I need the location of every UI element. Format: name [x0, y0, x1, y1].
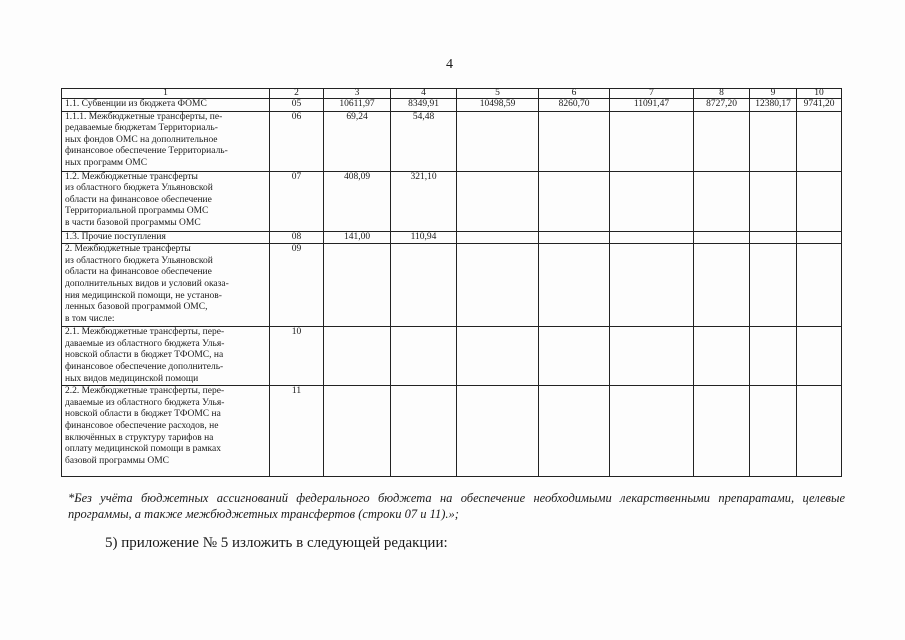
- value-cell: [750, 111, 797, 171]
- value-cell: [797, 244, 842, 327]
- amendment-text: 5) приложение № 5 изложить в следующей редакции:: [105, 535, 448, 551]
- value-cell: [539, 244, 610, 327]
- row-name: 2.1. Межбюджетные трансферты, пере- даваемые из областного бюджета Улья- новской области в бюджет ТФОМС, на финансовое обеспечение дополнитель- ных видов медицинской помощи: [62, 327, 270, 386]
- value-cell: [324, 386, 391, 477]
- value-cell: [797, 327, 842, 386]
- row-name: 1.2. Межбюджетные трансферты из областного бюджета Ульяновской области на финансовое обеспечение Территориальной программы ОМС в части базовой программы ОМС: [62, 171, 270, 231]
- value-cell: [610, 111, 694, 171]
- value-cell: [610, 386, 694, 477]
- value-cell: 12380,17: [750, 99, 797, 112]
- value-cell: [694, 231, 750, 244]
- row-code: 07: [270, 171, 324, 231]
- value-cell: [750, 244, 797, 327]
- value-cell: [457, 111, 539, 171]
- value-cell: [797, 386, 842, 477]
- value-cell: [694, 171, 750, 231]
- value-cell: [539, 231, 610, 244]
- value-cell: [694, 327, 750, 386]
- row-code: 05: [270, 99, 324, 112]
- value-cell: [457, 231, 539, 244]
- column-header: 9: [750, 89, 797, 99]
- value-cell: [610, 231, 694, 244]
- column-header: 2: [270, 89, 324, 99]
- table-body: [62, 99, 842, 477]
- column-header: 4: [391, 89, 457, 99]
- value-cell: [750, 327, 797, 386]
- value-cell: 10611,97: [324, 99, 391, 112]
- row-code: 06: [270, 111, 324, 171]
- value-cell: [457, 171, 539, 231]
- value-cell: 110,94: [391, 231, 457, 244]
- table-row: [62, 171, 842, 231]
- table-row: [62, 244, 842, 327]
- value-cell: [610, 244, 694, 327]
- row-name: 1.1. Субвенции из бюджета ФОМС: [62, 99, 270, 112]
- table-row: [62, 231, 842, 244]
- row-name: 1.3. Прочие поступления: [62, 231, 270, 244]
- value-cell: 9741,20: [797, 99, 842, 112]
- value-cell: [694, 244, 750, 327]
- table-row: [62, 327, 842, 386]
- column-header: 1: [62, 89, 270, 99]
- row-code: 11: [270, 386, 324, 477]
- value-cell: [750, 231, 797, 244]
- value-cell: 8727,20: [694, 99, 750, 112]
- value-cell: [539, 386, 610, 477]
- value-cell: 408,09: [324, 171, 391, 231]
- row-name: 1.1.1. Межбюджетные трансферты, пе- редаваемые бюджетам Территориаль- ных фондов ОМС на дополнительное финансовое обеспечение Территориаль- ных программ ОМС: [62, 111, 270, 171]
- value-cell: [324, 244, 391, 327]
- value-cell: [391, 386, 457, 477]
- table-row: [62, 99, 842, 112]
- value-cell: 54,48: [391, 111, 457, 171]
- table-row: [62, 386, 842, 477]
- column-header: 5: [457, 89, 539, 99]
- footnote: *Без учёта бюджетных ассигнований федерального бюджета на обеспечение необходимыми лекарственными препаратами, целевые программы, а также межбюджетных трансфертов (строки 07 и 11).»;: [68, 491, 845, 521]
- value-cell: [539, 171, 610, 231]
- value-cell: [391, 327, 457, 386]
- row-name: 2.2. Межбюджетные трансферты, пере- даваемые из областного бюджета Улья- новской области в бюджет ТФОМС на финансовое обеспечение расходов, не включённых в структуру тарифов на оплату медицинской помощи в рамках базовой программы ОМС: [62, 386, 270, 477]
- value-cell: [457, 386, 539, 477]
- value-cell: [694, 111, 750, 171]
- row-code: 10: [270, 327, 324, 386]
- value-cell: [750, 171, 797, 231]
- value-cell: [694, 386, 750, 477]
- value-cell: 11091,47: [610, 99, 694, 112]
- value-cell: 141,00: [324, 231, 391, 244]
- value-cell: 8260,70: [539, 99, 610, 112]
- value-cell: [797, 231, 842, 244]
- value-cell: [797, 171, 842, 231]
- value-cell: [457, 244, 539, 327]
- header-row: [62, 89, 842, 99]
- value-cell: 69,24: [324, 111, 391, 171]
- value-cell: [324, 327, 391, 386]
- row-code: 09: [270, 244, 324, 327]
- value-cell: [457, 327, 539, 386]
- value-cell: 321,10: [391, 171, 457, 231]
- column-header: 6: [539, 89, 610, 99]
- value-cell: [750, 386, 797, 477]
- value-cell: [797, 111, 842, 171]
- value-cell: [539, 111, 610, 171]
- value-cell: [610, 327, 694, 386]
- row-code: 08: [270, 231, 324, 244]
- column-header: 7: [610, 89, 694, 99]
- column-header: 3: [324, 89, 391, 99]
- table-row: [62, 111, 842, 171]
- column-header: 10: [797, 89, 842, 99]
- page-number: 4: [446, 57, 453, 72]
- column-header: 8: [694, 89, 750, 99]
- value-cell: [610, 171, 694, 231]
- value-cell: 8349,91: [391, 99, 457, 112]
- value-cell: 10498,59: [457, 99, 539, 112]
- row-name: 2. Межбюджетные трансферты из областного бюджета Ульяновской области на финансовое обеспечение дополнительных видов и условий оказа- ния медицинской помощи, не установ- ленных базовой программой ОМС, в том числе:: [62, 244, 270, 327]
- value-cell: [391, 244, 457, 327]
- budget-table: [61, 88, 842, 477]
- value-cell: [539, 327, 610, 386]
